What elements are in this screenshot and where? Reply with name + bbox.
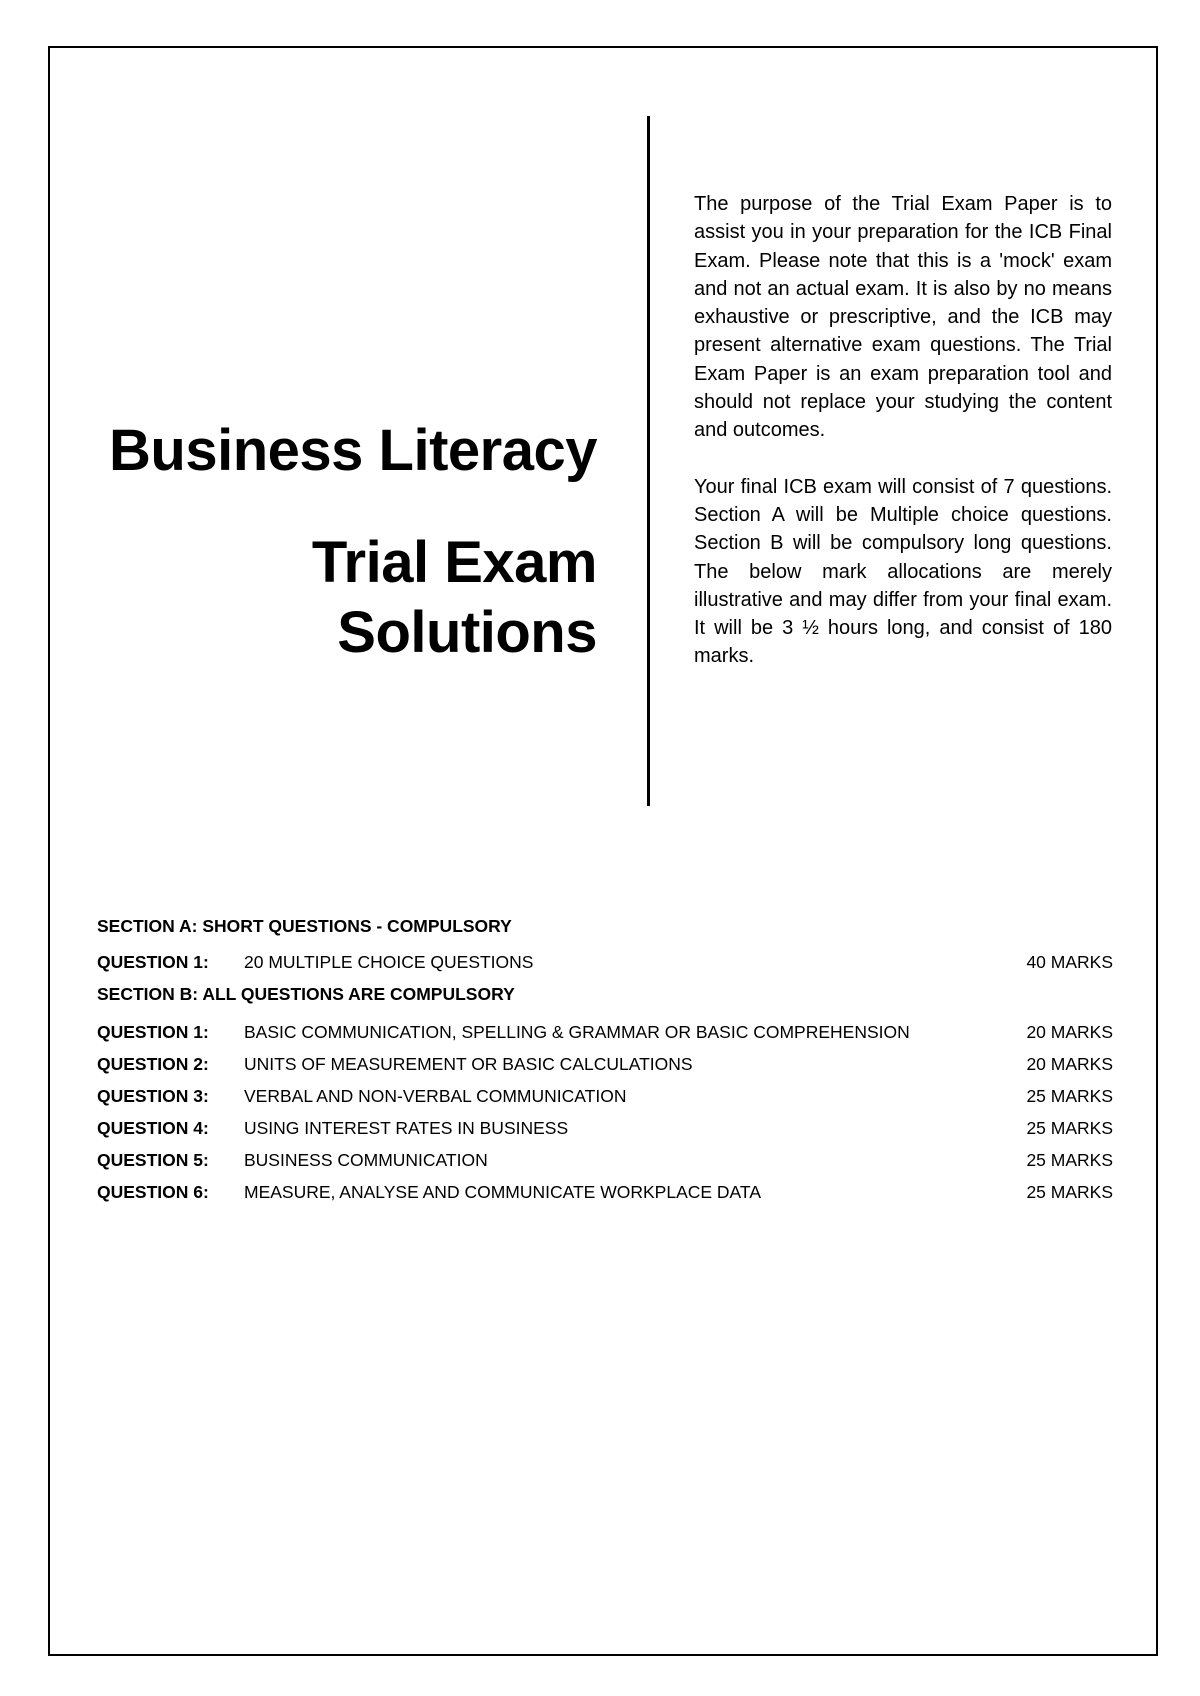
section-b-question-row: [97, 1144, 1113, 1176]
question-marks: 20 MARKS: [1026, 1022, 1113, 1042]
mark-allocation: [97, 914, 1113, 1208]
question-description: MEASURE, ANALYSE AND COMMUNICATE WORKPLACE DATA: [244, 1182, 761, 1202]
question-label: QUESTION 5:: [97, 1150, 209, 1170]
intro-paragraph-purpose: The purpose of the Trial Exam Paper is to assist you in your preparation for the ICB Final Exam. Please note that this is a 'mock' exam and not an actual exam. It is also by no means exhaustive or prescriptive, and the ICB may present alternative exam questions. The Trial Exam Paper is an exam preparation tool and should not replace your studying the content and outcomes.: [694, 193, 1112, 442]
document-title-line-2: Solutions: [337, 600, 597, 665]
question-marks: 40 MARKS: [1026, 952, 1113, 972]
section-a-heading: SECTION A: SHORT QUESTIONS - COMPULSORY: [97, 916, 512, 936]
vertical-divider: [647, 116, 650, 806]
question-description: 20 MULTIPLE CHOICE QUESTIONS: [244, 952, 534, 972]
question-marks: 25 MARKS: [1026, 1118, 1113, 1138]
title-block: [109, 418, 597, 668]
question-label: QUESTION 1:: [97, 952, 209, 972]
section-b-question-row: [97, 1176, 1113, 1208]
question-marks: 25 MARKS: [1026, 1182, 1113, 1202]
question-marks: 25 MARKS: [1026, 1086, 1113, 1106]
question-label: QUESTION 3:: [97, 1086, 209, 1106]
question-label: QUESTION 4:: [97, 1118, 209, 1138]
section-b-question-row: [97, 1016, 1113, 1048]
section-a-question-row: [97, 946, 1113, 978]
intro-paragraph-exam-structure: Your final ICB exam will consist of 7 questions. Section A will be Multiple choice questions. Section B will be compulsory long questions. The below mark allocations are merely illustrative and may differ from your final exam. It will be 3 ½ hours long, and consist of 180 marks.: [694, 475, 1112, 668]
question-description: UNITS OF MEASUREMENT OR BASIC CALCULATIONS: [244, 1054, 693, 1074]
question-description: USING INTEREST RATES IN BUSINESS: [244, 1118, 569, 1138]
section-b-question-row: [97, 1048, 1113, 1080]
question-description: VERBAL AND NON-VERBAL COMMUNICATION: [244, 1086, 627, 1106]
document-subject: Business Literacy: [109, 418, 597, 483]
question-marks: 25 MARKS: [1026, 1150, 1113, 1170]
question-description: BASIC COMMUNICATION, SPELLING & GRAMMAR OR BASIC COMPREHENSION: [244, 1022, 910, 1042]
question-label: QUESTION 1:: [97, 1022, 209, 1042]
question-description: BUSINESS COMMUNICATION: [244, 1150, 488, 1170]
question-label: QUESTION 6:: [97, 1182, 209, 1202]
question-label: QUESTION 2:: [97, 1054, 209, 1074]
question-marks: 20 MARKS: [1026, 1054, 1113, 1074]
section-b-question-row: [97, 1112, 1113, 1144]
intro-text: [694, 190, 1112, 699]
document-title-line-1: Trial Exam: [311, 530, 597, 595]
section-b-heading: SECTION B: ALL QUESTIONS ARE COMPULSORY: [97, 984, 515, 1004]
section-b-question-row: [97, 1080, 1113, 1112]
document-title: [109, 528, 597, 668]
